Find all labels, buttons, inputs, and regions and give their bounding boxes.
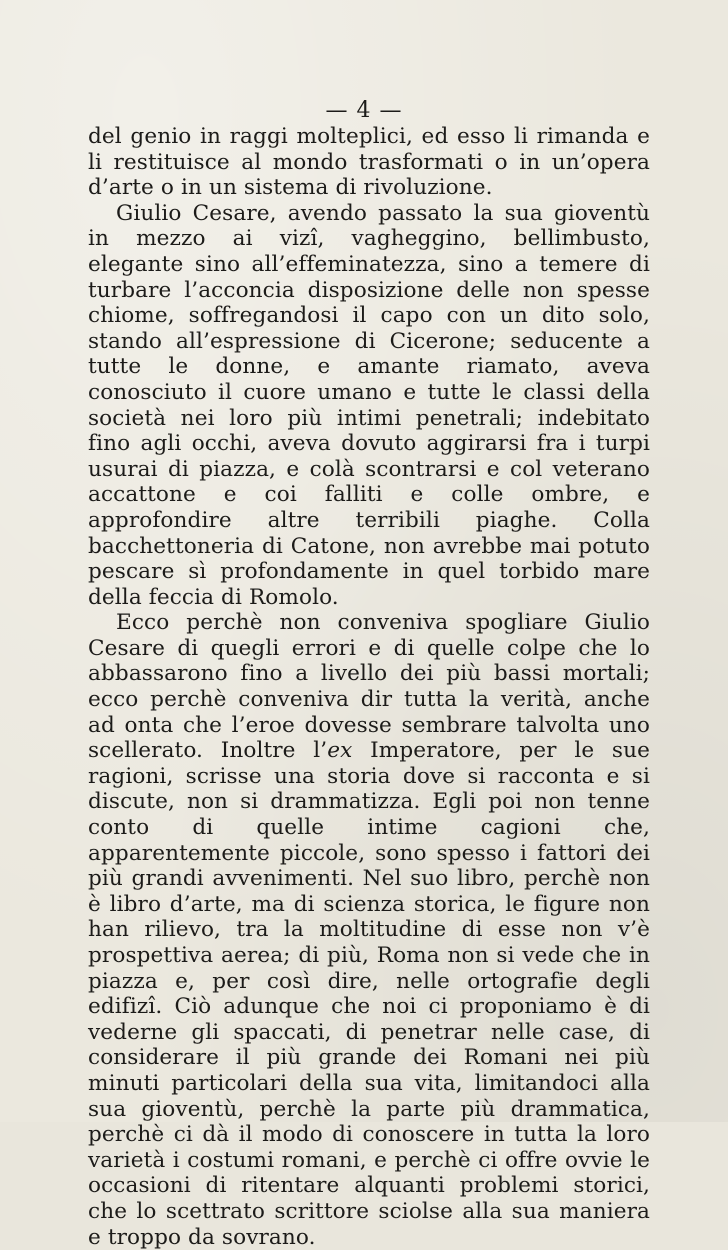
body-text — [88, 124, 650, 1250]
page-number: — 4 — — [325, 98, 403, 123]
paragraph-2: Giulio Cesare, avendo passato la sua gioventù in mezzo ai vizî, vagheggino, bellimbusto, elegante sino all’effeminatezza, sino a temere di turbare l’acconcia disposizione delle non spesse chiome, soffregandosi il capo con un dito solo, stando all’espressione di Cicerone; seducente a tutte le donne, e amante riamato, aveva conosciuto il cuore umano e tutte le classi della società nei loro più intimi penetrali; indebitato fino agli occhi, aveva dovuto aggirarsi fra i turpi usurai di piazza, e colà scontrarsi e col veterano accattone e coi falliti e colle ombre, e approfondire altre terribili piaghe. Colla bacchettoneria di Catone, non avrebbe mai potuto pescare sì profondamente in quel torbido mare della feccia di Romolo. — [88, 200, 650, 610]
italic-ex: ex — [327, 738, 353, 764]
paragraph-3 — [88, 610, 650, 1250]
paragraph-3-part-1: Ecco perchè non conveniva spogliare Giulio Cesare di quegli errori e di quelle colpe che lo abbassarono fino a livello dei più bassi mortali; ecco perchè conveniva dir tutta la verità, anche ad onta che l’eroe dovesse sembrare talvolta uno scellerato. Inoltre l’ — [88, 610, 650, 764]
paragraph-1: del genio in raggi molteplici, ed esso li rimanda e li restituisce al mondo trasformati o in un’opera d’arte o in un sistema di rivoluzione. — [88, 124, 650, 201]
paragraph-3-part-2: Imperatore, per le sue ragioni, scrisse una storia dove si racconta e si discute, non si drammatizza. Egli poi non tenne conto di quelle intime cagioni che, apparentemente piccole, sono spesso i fattori dei più grandi avvenimenti. Nel suo libro, perchè non è libro d’arte, ma di scienza storica, le figure non han rilievo, tra la moltitudine di esse non v’è prospettiva aerea; di più, Roma non si vede che in piazza e, per così dire, nelle ortografie degli edifizî. Ciò adunque che noi ci proponiamo è di vederne gli spaccati, di penetrar nelle case, di considerare il più grande dei Romani nei più minuti particolari della sua vita, limitandoci alla sua gioventù, perchè la parte più drammatica, perchè ci dà il modo di conoscere in tutta la loro varietà i costumi romani, e perchè ci offre ovvie le occasioni di ritentare alquanti problemi storici, che lo scettrato scrittore sciolse alla sua maniera e troppo da sovrano. — [88, 738, 650, 1250]
